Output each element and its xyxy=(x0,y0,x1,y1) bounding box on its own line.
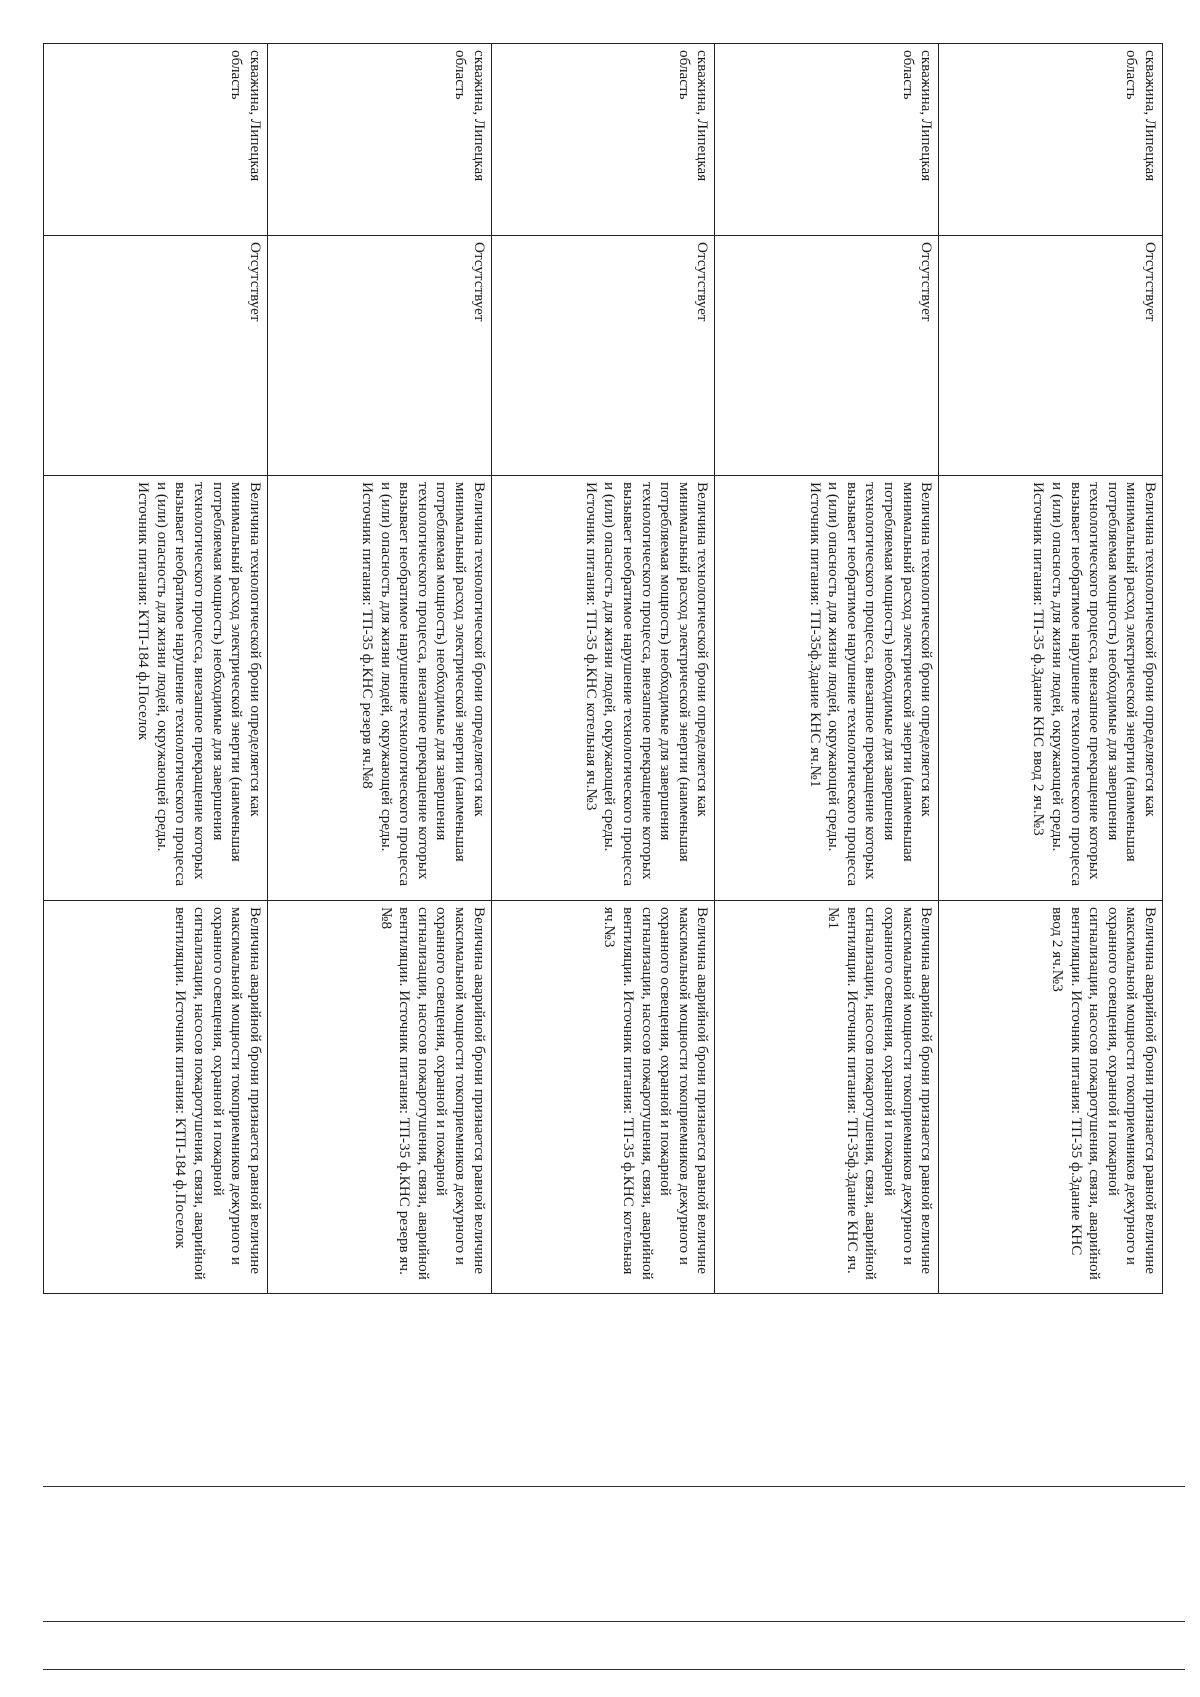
divider-line xyxy=(43,1486,1185,1487)
table-row xyxy=(715,44,939,1294)
location-cell: скважина, Липецкая область xyxy=(267,44,491,236)
tech-reserve-cell: Величина технологической брони определяется как минимальный расход электрической энергии (наименьшая потребляемая мощность) необходимые для завершения технологического процесса, внезапное прекращение которых вызывает необратимое нарушение технологического процесса и (или) опасность для жизни людей, окружающей среды. Источник питания: ТП-35 ф.Здание КНС ввод 2 яч.№3 xyxy=(939,476,1163,901)
rotated-table-container xyxy=(43,43,1163,1293)
emergency-reserve-cell: Величина аварийной брони признается равной величине максимальной мощности токоприемников дежурного и охранного освещения, охранной и пожарной сигнализации, насосов пожаротушения, связи, аварийной вентиляции. Источник питания: КТП-184 ф.Поселок xyxy=(44,901,268,1294)
table-row xyxy=(267,44,491,1294)
location-cell: скважина, Липецкая область xyxy=(939,44,1163,236)
status-cell: Отсутствует xyxy=(939,236,1163,476)
tech-reserve-cell: Величина технологической брони определяется как минимальный расход электрической энергии (наименьшая потребляемая мощность) необходимые для завершения технологического процесса, внезапное прекращение которых вызывает необратимое нарушение технологического процесса и (или) опасность для жизни людей, окружающей среды. Источник питания: ТП-35ф.Здание КНС яч.№1 xyxy=(715,476,939,901)
location-cell: скважина, Липецкая область xyxy=(715,44,939,236)
status-cell: Отсутствует xyxy=(267,236,491,476)
location-cell: скважина, Липецкая область xyxy=(44,44,268,236)
tech-reserve-cell: Величина технологической брони определяется как минимальный расход электрической энергии (наименьшая потребляемая мощность) необходимые для завершения технологического процесса, внезапное прекращение которых вызывает необратимое нарушение технологического процесса и (или) опасность для жизни людей, окружающей среды. Источник питания: ТП-35 ф.КНС котельная яч.№3 xyxy=(491,476,715,901)
table-row xyxy=(491,44,715,1294)
status-cell: Отсутствует xyxy=(715,236,939,476)
location-cell: скважина, Липецкая область xyxy=(491,44,715,236)
tech-reserve-cell: Величина технологической брони определяется как минимальный расход электрической энергии (наименьшая потребляемая мощность) необходимые для завершения технологического процесса, внезапное прекращение которых вызывает необратимое нарушение технологического процесса и (или) опасность для жизни людей, окружающей среды. Источник питания: ТП-35 ф.КНС резерв яч.№8 xyxy=(267,476,491,901)
emergency-reserve-cell: Величина аварийной брони признается равной величине максимальной мощности токоприемников дежурного и охранного освещения, охранной и пожарной сигнализации, насосов пожаротушения, связи, аварийной вентиляции. Источник питания: ТП-35ф.Здание КНС яч.№1 xyxy=(715,901,939,1294)
table-row xyxy=(44,44,268,1294)
divider-line xyxy=(43,1669,1185,1670)
table-row xyxy=(939,44,1163,1294)
status-cell: Отсутствует xyxy=(491,236,715,476)
emergency-reserve-cell: Величина аварийной брони признается равной величине максимальной мощности токоприемников дежурного и охранного освещения, охранной и пожарной сигнализации, насосов пожаротушения, связи, аварийной вентиляции. Источник питания: ТП-35 ф.КНС котельная яч.№3 xyxy=(491,901,715,1294)
emergency-reserve-cell: Величина аварийной брони признается равной величине максимальной мощности токоприемников дежурного и охранного освещения, охранной и пожарной сигнализации, насосов пожаротушения, связи, аварийной вентиляции. Источник питания: ТП-35 ф.Здание КНС ввод 2 яч.№3 xyxy=(939,901,1163,1294)
divider-line xyxy=(43,1621,1185,1622)
status-cell: Отсутствует xyxy=(44,236,268,476)
reserve-table xyxy=(43,43,1163,1294)
emergency-reserve-cell: Величина аварийной брони признается равной величине максимальной мощности токоприемников дежурного и охранного освещения, охранной и пожарной сигнализации, насосов пожаротушения, связи, аварийной вентиляции. Источник питания: ТП-35 ф.КНС резерв яч.№8 xyxy=(267,901,491,1294)
tech-reserve-cell: Величина технологической брони определяется как минимальный расход электрической энергии (наименьшая потребляемая мощность) необходимые для завершения технологического процесса, внезапное прекращение которых вызывает необратимое нарушение технологического процесса и (или) опасность для жизни людей, окружающей среды. Источник питания: КТП-184 ф.Поселок xyxy=(44,476,268,901)
rotated-table-region xyxy=(43,43,1163,1293)
